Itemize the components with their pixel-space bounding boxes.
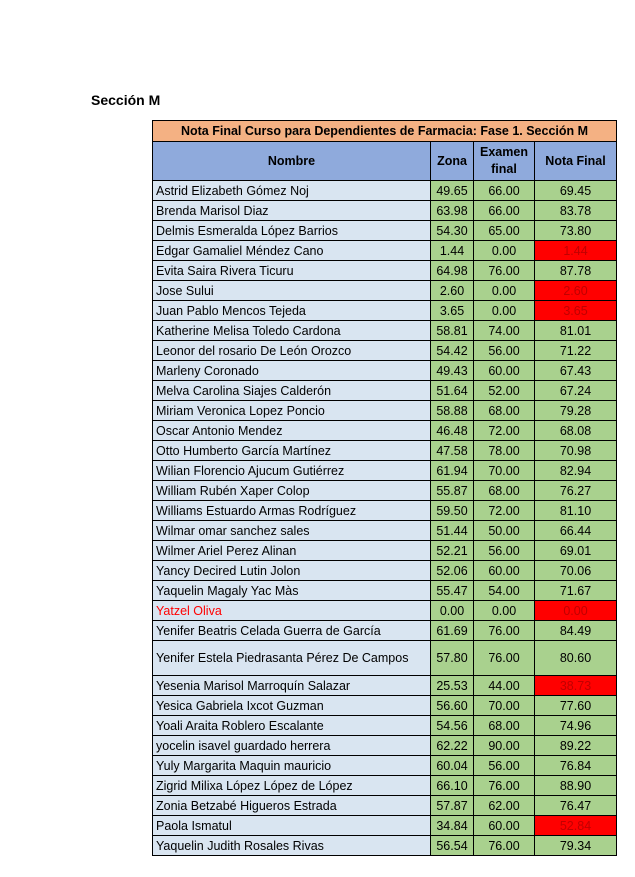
- zona-cell: 56.54: [431, 836, 474, 856]
- nota-final-cell: 82.94: [535, 461, 617, 481]
- examen-final-cell: 62.00: [474, 796, 535, 816]
- examen-final-cell: 44.00: [474, 676, 535, 696]
- student-name-cell: Yesenia Marisol Marroquín Salazar: [153, 676, 431, 696]
- nota-final-cell: 69.01: [535, 541, 617, 561]
- examen-final-cell: 76.00: [474, 621, 535, 641]
- header-nombre: Nombre: [153, 142, 431, 181]
- table-row: [153, 281, 617, 301]
- table-row: [153, 381, 617, 401]
- section-title: Sección M: [91, 92, 161, 108]
- grades-table: [152, 120, 617, 856]
- student-name-cell: Zonia Betzabé Higueros Estrada: [153, 796, 431, 816]
- nota-final-cell: 67.24: [535, 381, 617, 401]
- examen-final-cell: 0.00: [474, 301, 535, 321]
- zona-cell: 59.50: [431, 501, 474, 521]
- examen-final-cell: 0.00: [474, 281, 535, 301]
- table-title: Nota Final Curso para Dependientes de Farmacia: Fase 1. Sección M: [153, 121, 617, 142]
- zona-cell: 46.48: [431, 421, 474, 441]
- nota-final-cell: 79.28: [535, 401, 617, 421]
- table-row: [153, 221, 617, 241]
- nota-final-cell: 3.65: [535, 301, 617, 321]
- zona-cell: 49.43: [431, 361, 474, 381]
- examen-final-cell: 65.00: [474, 221, 535, 241]
- student-name-cell: Wilmer Ariel Perez Alinan: [153, 541, 431, 561]
- zona-cell: 51.44: [431, 521, 474, 541]
- nota-final-cell: 76.27: [535, 481, 617, 501]
- zona-cell: 58.81: [431, 321, 474, 341]
- student-name-cell: Marleny Coronado: [153, 361, 431, 381]
- examen-final-cell: 68.00: [474, 401, 535, 421]
- table-row: [153, 836, 617, 856]
- table-row: [153, 401, 617, 421]
- nota-final-cell: 87.78: [535, 261, 617, 281]
- nota-final-cell: 70.06: [535, 561, 617, 581]
- nota-final-cell: 76.84: [535, 756, 617, 776]
- nota-final-cell: 38.73: [535, 676, 617, 696]
- table-title-row: [153, 121, 617, 142]
- zona-cell: 54.30: [431, 221, 474, 241]
- nota-final-cell: 71.22: [535, 341, 617, 361]
- student-name-cell: Wilmar omar sanchez sales: [153, 521, 431, 541]
- examen-final-cell: 70.00: [474, 461, 535, 481]
- student-name-cell: Evita Saira Rivera Ticuru: [153, 261, 431, 281]
- nota-final-cell: 66.44: [535, 521, 617, 541]
- examen-final-cell: 0.00: [474, 601, 535, 621]
- student-name-cell: yocelin isavel guardado herrera: [153, 736, 431, 756]
- zona-cell: 0.00: [431, 601, 474, 621]
- zona-cell: 25.53: [431, 676, 474, 696]
- zona-cell: 2.60: [431, 281, 474, 301]
- table-row: [153, 481, 617, 501]
- zona-cell: 1.44: [431, 241, 474, 261]
- nota-final-cell: 88.90: [535, 776, 617, 796]
- table-row: [153, 241, 617, 261]
- examen-final-cell: 66.00: [474, 181, 535, 201]
- student-name-cell: Yenifer Beatris Celada Guerra de García: [153, 621, 431, 641]
- examen-final-cell: 68.00: [474, 716, 535, 736]
- nota-final-cell: 67.43: [535, 361, 617, 381]
- header-zona: Zona: [431, 142, 474, 181]
- table-row: [153, 461, 617, 481]
- student-name-cell: Yaquelin Judith Rosales Rivas: [153, 836, 431, 856]
- table-row: [153, 421, 617, 441]
- table-header-row: [153, 142, 617, 181]
- examen-final-cell: 60.00: [474, 561, 535, 581]
- zona-cell: 54.42: [431, 341, 474, 361]
- zona-cell: 61.94: [431, 461, 474, 481]
- zona-cell: 56.60: [431, 696, 474, 716]
- nota-final-cell: 74.96: [535, 716, 617, 736]
- nota-final-cell: 76.47: [535, 796, 617, 816]
- table-row: [153, 321, 617, 341]
- nota-final-cell: 1.44: [535, 241, 617, 261]
- nota-final-cell: 80.60: [535, 641, 617, 676]
- student-name-cell: Wilian Florencio Ajucum Gutiérrez: [153, 461, 431, 481]
- zona-cell: 62.22: [431, 736, 474, 756]
- table-row: [153, 776, 617, 796]
- zona-cell: 57.87: [431, 796, 474, 816]
- student-name-cell: Leonor del rosario De León Orozco: [153, 341, 431, 361]
- student-name-cell: Yatzel Oliva: [153, 601, 431, 621]
- nota-final-cell: 52.84: [535, 816, 617, 836]
- examen-final-cell: 54.00: [474, 581, 535, 601]
- table-row: [153, 796, 617, 816]
- zona-cell: 52.06: [431, 561, 474, 581]
- table-row: [153, 361, 617, 381]
- table-row: [153, 601, 617, 621]
- zona-cell: 60.04: [431, 756, 474, 776]
- examen-final-cell: 74.00: [474, 321, 535, 341]
- zona-cell: 64.98: [431, 261, 474, 281]
- nota-final-cell: 81.10: [535, 501, 617, 521]
- student-name-cell: Melva Carolina Siajes Calderón: [153, 381, 431, 401]
- nota-final-cell: 79.34: [535, 836, 617, 856]
- student-name-cell: Yesica Gabriela Ixcot Guzman: [153, 696, 431, 716]
- table-row: [153, 521, 617, 541]
- nota-final-cell: 83.78: [535, 201, 617, 221]
- student-name-cell: Astrid Elizabeth Gómez Noj: [153, 181, 431, 201]
- examen-final-cell: 76.00: [474, 261, 535, 281]
- examen-final-cell: 70.00: [474, 696, 535, 716]
- nota-final-cell: 81.01: [535, 321, 617, 341]
- examen-final-cell: 76.00: [474, 836, 535, 856]
- zona-cell: 66.10: [431, 776, 474, 796]
- examen-final-cell: 76.00: [474, 641, 535, 676]
- table-row: [153, 501, 617, 521]
- zona-cell: 61.69: [431, 621, 474, 641]
- nota-final-cell: 68.08: [535, 421, 617, 441]
- examen-final-cell: 68.00: [474, 481, 535, 501]
- examen-final-cell: 56.00: [474, 341, 535, 361]
- student-name-cell: Edgar Gamaliel Méndez Cano: [153, 241, 431, 261]
- examen-final-cell: 60.00: [474, 361, 535, 381]
- zona-cell: 49.65: [431, 181, 474, 201]
- table-row: [153, 756, 617, 776]
- table-row: [153, 541, 617, 561]
- student-name-cell: Yaquelin Magaly Yac Màs: [153, 581, 431, 601]
- table-row: [153, 301, 617, 321]
- zona-cell: 3.65: [431, 301, 474, 321]
- student-name-cell: Yoali Araita Roblero Escalante: [153, 716, 431, 736]
- nota-final-cell: 73.80: [535, 221, 617, 241]
- table-row: [153, 676, 617, 696]
- table-row: [153, 621, 617, 641]
- student-name-cell: Paola Ismatul: [153, 816, 431, 836]
- examen-final-cell: 60.00: [474, 816, 535, 836]
- examen-final-cell: 66.00: [474, 201, 535, 221]
- table-row: [153, 181, 617, 201]
- zona-cell: 51.64: [431, 381, 474, 401]
- zona-cell: 63.98: [431, 201, 474, 221]
- nota-final-cell: 70.98: [535, 441, 617, 461]
- student-name-cell: Williams Estuardo Armas Rodríguez: [153, 501, 431, 521]
- table-row: [153, 816, 617, 836]
- header-examen-final: Examen final: [474, 142, 535, 181]
- table-row: [153, 736, 617, 756]
- student-name-cell: Yuly Margarita Maquin mauricio: [153, 756, 431, 776]
- zona-cell: 55.87: [431, 481, 474, 501]
- student-name-cell: Juan Pablo Mencos Tejeda: [153, 301, 431, 321]
- nota-final-cell: 77.60: [535, 696, 617, 716]
- nota-final-cell: 0.00: [535, 601, 617, 621]
- nota-final-cell: 71.67: [535, 581, 617, 601]
- examen-final-cell: 52.00: [474, 381, 535, 401]
- table-row: [153, 581, 617, 601]
- zona-cell: 55.47: [431, 581, 474, 601]
- table-row: [153, 441, 617, 461]
- examen-final-cell: 76.00: [474, 776, 535, 796]
- student-name-cell: Miriam Veronica Lopez Poncio: [153, 401, 431, 421]
- examen-final-cell: 56.00: [474, 756, 535, 776]
- table-row: [153, 561, 617, 581]
- nota-final-cell: 89.22: [535, 736, 617, 756]
- header-nota-final: Nota Final: [535, 142, 617, 181]
- examen-final-cell: 78.00: [474, 441, 535, 461]
- student-name-cell: Zigrid Milixa López López de López: [153, 776, 431, 796]
- examen-final-cell: 0.00: [474, 241, 535, 261]
- student-name-cell: Delmis Esmeralda López Barrios: [153, 221, 431, 241]
- nota-final-cell: 69.45: [535, 181, 617, 201]
- zona-cell: 57.80: [431, 641, 474, 676]
- nota-final-cell: 2.60: [535, 281, 617, 301]
- zona-cell: 58.88: [431, 401, 474, 421]
- examen-final-cell: 50.00: [474, 521, 535, 541]
- student-name-cell: Yancy Decired Lutin Jolon: [153, 561, 431, 581]
- table-row: [153, 641, 617, 676]
- student-name-cell: Katherine Melisa Toledo Cardona: [153, 321, 431, 341]
- zona-cell: 52.21: [431, 541, 474, 561]
- student-name-cell: Otto Humberto García Martínez: [153, 441, 431, 461]
- examen-final-cell: 72.00: [474, 501, 535, 521]
- examen-final-cell: 72.00: [474, 421, 535, 441]
- zona-cell: 54.56: [431, 716, 474, 736]
- zona-cell: 34.84: [431, 816, 474, 836]
- examen-final-cell: 56.00: [474, 541, 535, 561]
- nota-final-cell: 84.49: [535, 621, 617, 641]
- student-name-cell: Brenda Marisol Diaz: [153, 201, 431, 221]
- examen-final-cell: 90.00: [474, 736, 535, 756]
- table-body: [153, 181, 617, 856]
- table-row: [153, 716, 617, 736]
- student-name-cell: Jose Sului: [153, 281, 431, 301]
- student-name-cell: Oscar Antonio Mendez: [153, 421, 431, 441]
- zona-cell: 47.58: [431, 441, 474, 461]
- table-row: [153, 261, 617, 281]
- table-row: [153, 201, 617, 221]
- student-name-cell: William Rubén Xaper Colop: [153, 481, 431, 501]
- table-row: [153, 341, 617, 361]
- table-row: [153, 696, 617, 716]
- student-name-cell: Yenifer Estela Piedrasanta Pérez De Campos: [153, 641, 431, 676]
